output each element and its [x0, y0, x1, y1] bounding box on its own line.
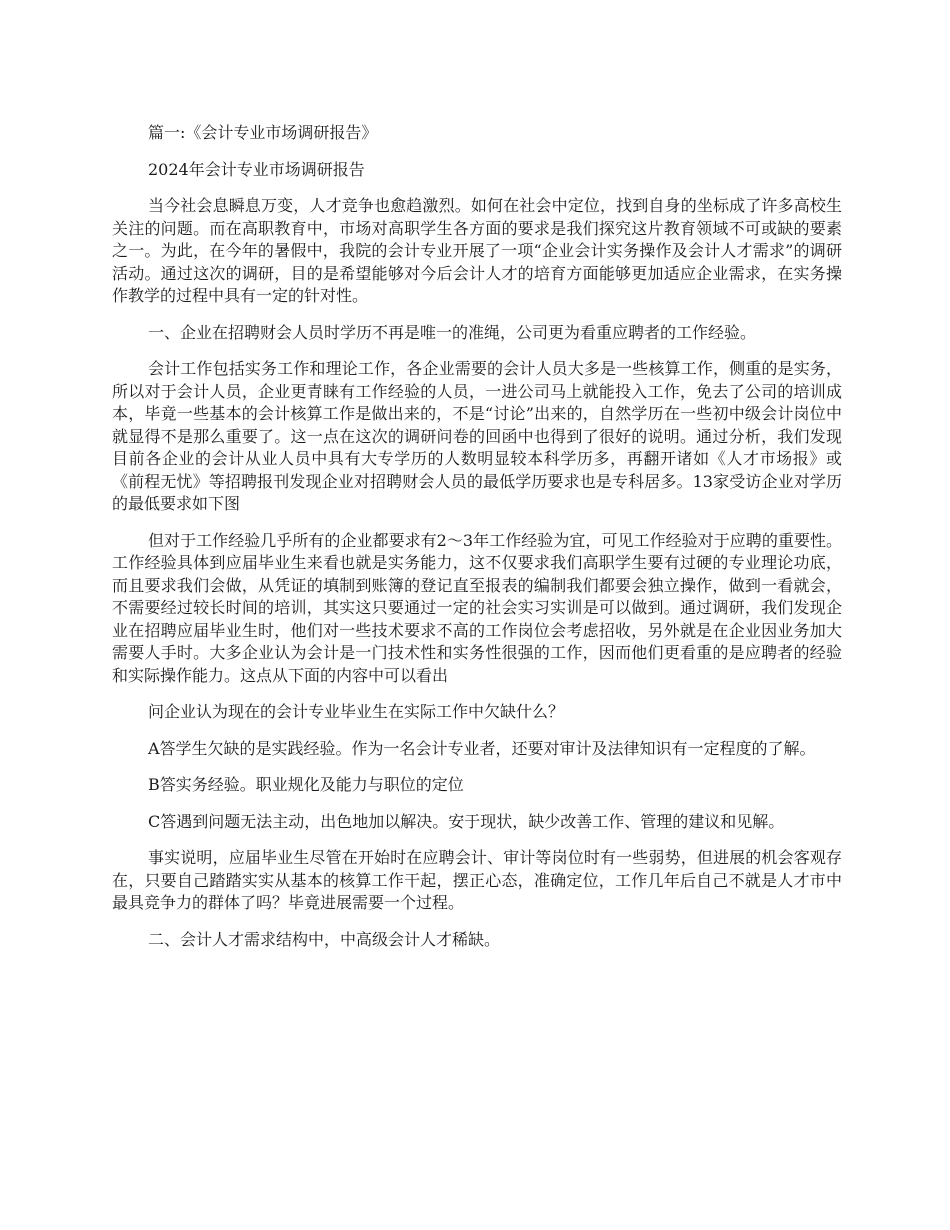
paragraph-report-title: 2024年会计专业市场调研报告	[148, 159, 365, 179]
paragraph-question: 问企业认为现在的会计专业毕业生在实际工作中欠缺什么？	[148, 702, 565, 721]
document-page	[112, 122, 842, 965]
paragraph-work-experience: 但对于工作经验几乎所有的企业都要求有2～3年工作经验为宜，可见工作经验对于应聘的重要性。工作经验具体到应届毕业生来看也就是实务能力，这不仅要求我们高职学生要有过硬的专业理论功底，而且要求我们会做，从凭证的填制到账簿的登记直至报表的编制我们都要会独立操作，做到一看就会，不需要经过较长时间的培训，其实这只要通过一定的社会实习实训是可以做到。通过调研，我们发现企业在招聘应届毕业生时，他们对一些技术要求不高的工作岗位会考虑招收，另外就是在企业因业务加大需要人手时。大多企业认为会计是一门技术性和实务性很强的工作，因而他们更看重的是应聘者的经验和实际操作能力。这点从下面的内容中可以看出	[112, 530, 842, 685]
paragraph-introduction: 当今社会息瞬息万变，人才竞争也愈趋激烈。如何在社会中定位，找到自身的坐标成了许多高校生关注的问题。而在高职教育中，市场对高职学生各方面的要求是我们探究这片教育领域不可或缺的要素之一。为此，在今年的暑假中，我院的会计专业开展了一项“企业会计实务操作及会计人才需求”的调研活动。通过这次的调研，目的是希望能够对今后会计人才的培育方面能够更加适应企业需求，在实务操作教学的过程中具有一定的针对性。	[112, 196, 842, 305]
paragraph-section-two-heading: 二、会计人才需求结构中，中高级会计人才稀缺。	[148, 929, 501, 949]
paragraph-series-title: 篇一:《会计专业市场调研报告》	[148, 123, 378, 142]
paragraph-answer-a: A答学生欠缺的是实践经验。作为一名会计专业者，还要对审计及法律知识有一定程度的了解。	[148, 738, 816, 758]
paragraph-answer-b: B答实务经验。职业规化及能力与职位的定位	[148, 775, 464, 794]
paragraph-work-content: 会计工作包括实务工作和理论工作，各企业需要的会计人员大多是一些核算工作，侧重的是实务，所以对于会计人员，企业更青睐有工作经验的人员，一进公司马上就能投入工作，免去了公司的培训成本，毕竟一些基本的会计核算工作是做出来的，不是“讨论”出来的，自然学历在一些初中级会计岗位中就显得不是那么重要了。这一点在这次的调研问卷的回函中也得到了很好的说明。通过分析，我们发现目前各企业的会计从业人员中具有大专学历的人数明显较本科学历多，再翻开诸如《人才市场报》或《前程无忧》等招聘报刊发现企业对招聘财会人员的最低学历要求也是专科居多。13家受访企业对学历的最低要求如下图	[112, 359, 842, 513]
paragraph-answer-c: C答遇到问题无法主动，出色地加以解决。安于现状，缺少改善工作、管理的建议和见解。	[148, 811, 785, 831]
paragraph-section-one-heading: 一、企业在招聘财会人员时学历不再是唯一的准绳，公司更为看重应聘者的工作经验。	[148, 322, 757, 342]
paragraph-conclusion: 事实说明，应届毕业生尽管在开始时在应聘会计、审计等岗位时有一些弱势，但进展的机会客观存在，只要自己踏踏实实从基本的核算工作干起，摆正心态，准确定位，工作几年后自己不就是人才市中最具竞争力的群体了吗？毕竟进展需要一个过程。	[112, 848, 842, 912]
